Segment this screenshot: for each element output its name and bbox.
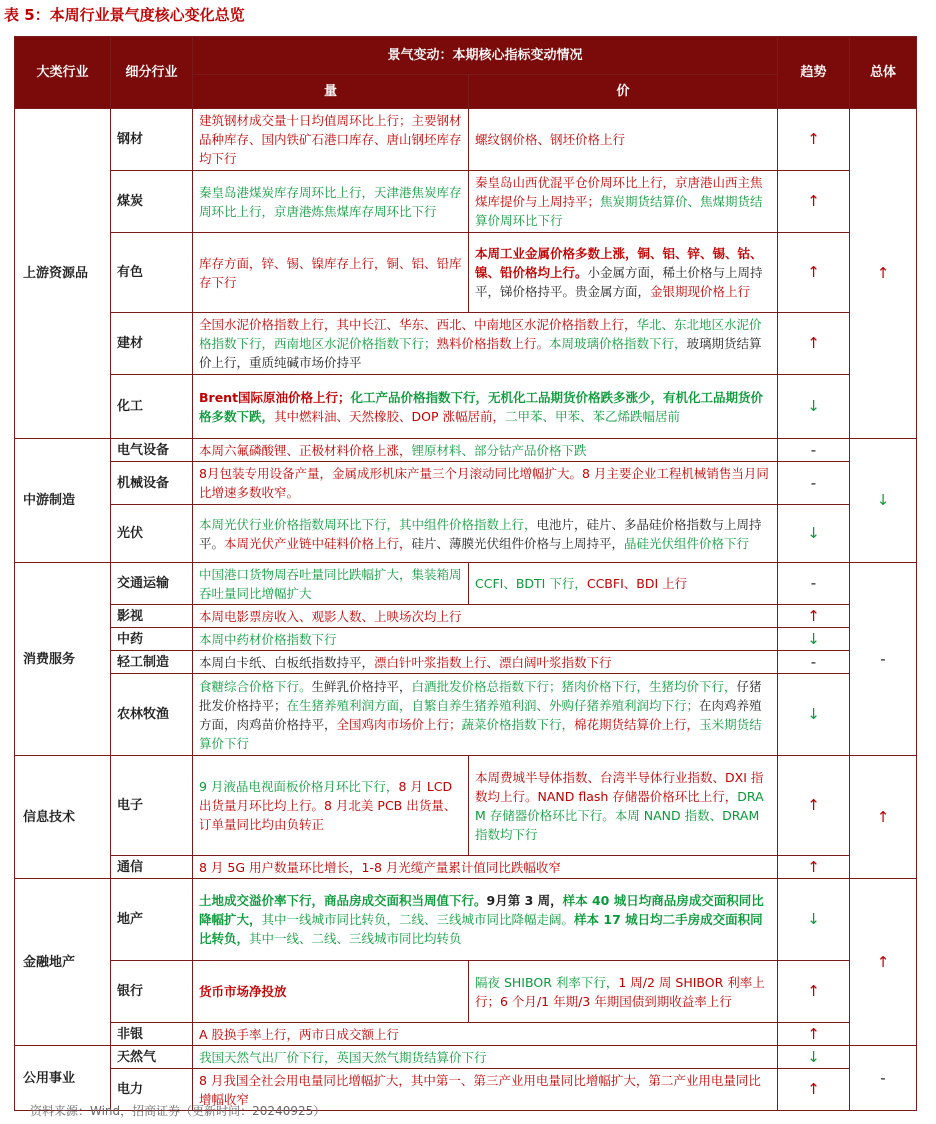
table-row [15,628,917,651]
agri-text [193,674,778,756]
nonbank-text: A 股换手率上行，两市日成交额上行 [193,1023,778,1046]
pv-t5: 晶硅光伏组件价格下行 [624,535,750,551]
transport-price-b: CCBFI、BDI 上行 [586,576,688,591]
sub-steel: 钢材 [111,109,193,171]
trend-down-arrow: ↓ [778,674,850,756]
telecom-text: 8 月 5G 用户数量环比增长，1-8 月光缆产量累计值同比跌幅收窄 [193,856,778,879]
sub-chemical: 化工 [111,375,193,439]
trend-flat: - [778,439,850,462]
table-row [15,109,917,171]
agri-t4: 仔猪批发价格持平； [199,678,762,713]
sub-building: 建材 [111,313,193,375]
elec-price-b: DRAM 存储器价格环比下行。本周 NAND 指数、DRAM 指数均下行 [475,788,764,842]
sub-electric: 电气设备 [111,439,193,462]
chemical-t3: 其中燃料油、天然橡胶、DOP 涨幅居前， [274,408,505,424]
metal-price-b: 小金属方面，稀土价格与上周持平，锑价格持平。贵金属方面， [475,265,763,299]
elec-price [469,756,778,856]
pv-t1: 本周光伏行业价格指数周环比下行，其中组件价格指数上行， [199,516,537,532]
realestate-t6: 其中一线、二线、三线城市同比均转负 [249,931,462,946]
table-row [15,856,917,879]
header-major: 大类行业 [15,37,111,109]
table-row [15,756,917,856]
header-price: 价 [469,75,778,109]
trend-flat: - [778,462,850,505]
building-t1: 全国水泥价格指数上行，其中长江、华东、西北、中南地区水泥价格指数上行， [199,317,637,332]
table-row [15,171,917,233]
transport-qty: 中国港口货物周吞吐量同比跌幅扩大，集装箱周吞吐量同比增幅扩大 [193,563,469,605]
realestate-t4: 其中一线城市同比转负，二线、三线城市同比降幅走阔。 [261,912,575,927]
light-t2: 漂白针叶浆指数上行、漂白阔叶浆指数下行 [374,654,612,670]
trend-down-arrow: ↓ [778,1046,850,1069]
chemical-t1: Brent国际原油价格上行； [199,389,351,405]
agri-t10: 玉米期货结算价下行 [199,716,762,751]
trend-up-arrow: ↑ [778,961,850,1023]
electric-t2: 锂原材料、部分钴产品价格下跌 [411,442,587,458]
trend-down-arrow: ↓ [778,628,850,651]
building-t2: 华北、东北地区水泥价格指数下行，西南地区水泥价格指数下行； [199,317,762,351]
sub-pv: 光伏 [111,505,193,563]
coal-price-a: 秦皇岛山西优混平仓价周环比上行，京唐港山西主焦煤库提价与上周持平； [475,175,763,209]
source-note: 资料来源：Wind，招商证券（更新时间：20240925） [30,1104,326,1118]
building-t4: 本周玻璃价格指数下行， [549,336,687,351]
film-text: 本周电影票房收入、观影人数、上映场次均上行 [193,605,778,628]
overall-up-arrow: ↑ [850,109,917,439]
elec-qty [193,756,469,856]
transport-price-a: CCFI、BDTI 下行， [475,576,587,591]
sub-agri: 农林牧渔 [111,674,193,756]
metal-qty: 库存方面，锌、锡、镍库存上行，铜、铝、铅库存下行 [193,233,469,313]
pv-t4: 硅片、薄膜光伏组件价格与上周持平， [411,535,625,551]
sub-coal: 煤炭 [111,171,193,233]
steel-price: 螺纹钢价格、钢坯价格上行 [469,109,778,171]
header-overall: 总体 [850,37,917,109]
trend-down-arrow: ↓ [778,375,850,439]
overall-flat: - [850,1046,917,1111]
realestate-text [193,879,778,961]
overall-down-arrow: ↓ [850,439,917,563]
category-midstream: 中游制造 [15,439,111,563]
overall-up-arrow: ↑ [850,756,917,879]
trend-up-arrow: ↑ [778,313,850,375]
trend-up-arrow: ↑ [778,171,850,233]
category-finance: 金融地产 [15,879,111,1046]
sub-nonbank: 非银 [111,1023,193,1046]
table-row [15,505,917,563]
category-consumer: 消费服务 [15,563,111,756]
agri-t6: 在肉鸡养殖方面，肉鸡苗价格持平， [199,697,762,732]
elec-price-a: 本周费城半导体指数、台湾半导体行业指数、DXI 指数均上行。NAND flash 存储器价格环比上行， [475,769,764,804]
agri-t3: 白酒批发价格总指数下行；猪肉价格下行，生猪均价下行， [411,678,737,694]
realestate-t2: 9月第 3 周， [486,893,563,908]
agri-t5: 在生猪养殖利润方面，自繁自养生猪养殖利润、外购仔猪养殖利润均下行； [286,697,700,713]
table-row [15,375,917,439]
pv-t2: 电池片，硅片、多晶硅价格指数与上周持平。 [199,516,762,551]
header-qty: 量 [193,75,469,109]
header-sub: 细分行业 [111,37,193,109]
gas-text: 我国天然气出厂价下行，英国天然气期货结算价下行 [193,1046,778,1069]
table-row [15,879,917,961]
transport-price [469,563,778,605]
category-utility: 公用事业 [15,1046,111,1111]
sub-realestate: 地产 [111,879,193,961]
trend-flat: - [778,651,850,674]
trend-down-arrow: ↓ [778,879,850,961]
trend-up-arrow: ↑ [778,756,850,856]
table-row [15,651,917,674]
metal-price-c: 金银期现价格上行 [650,284,751,299]
sub-light: 轻工制造 [111,651,193,674]
agri-t1: 食糖综合价格下行。 [199,678,312,694]
bank-price-a: 隔夜 SHIBOR 利率下行， [475,974,619,990]
machinery-text: 8月包装专用设备产量，金属成形机床产量三个月滚动同比增幅扩大。8 月主要企业工程机械销售当月同比增速多数收窄。 [193,462,778,505]
sub-machinery: 机械设备 [111,462,193,505]
realestate-t3: 样本 40 城日均商品房成交面积同比降幅扩大， [199,893,764,927]
realestate-t1: 土地成交溢价率下行，商品房成交面积当周值下行。 [199,893,487,908]
table-row [15,674,917,756]
pv-text [193,505,778,563]
metal-price [469,233,778,313]
realestate-t5: 样本 17 城日均二手房成交面积同比转负， [199,912,763,946]
light-text [193,651,778,674]
table-row [15,313,917,375]
table-row [15,563,917,605]
trend-up-arrow: ↑ [778,856,850,879]
table-row [15,1023,917,1046]
agri-t8: 蔬菜价格指数下行， [461,716,575,732]
coal-price [469,171,778,233]
electric-t1: 本周六氟磷酸锂、正极材料价格上涨， [199,442,412,458]
building-t3: 熟料价格指数上行。 [436,336,550,351]
header-trend: 趋势 [778,37,850,109]
trend-down-arrow: ↓ [778,505,850,563]
bank-qty: 货币市场净投放 [193,961,469,1023]
sub-telecom: 通信 [111,856,193,879]
chemical-t2: 化工产品价格指数下行，无机化工品期货价格跌多涨少，有机化工品期货价格多数下跌， [199,389,764,424]
elec-qty-a: 9 月液晶电视面板价格月环比下行， [199,779,399,794]
sub-film: 影视 [111,605,193,628]
electric-text [193,439,778,462]
steel-qty: 建筑钢材成交量十日均值周环比上行；主要钢材品种库存、国内铁矿石港口库存、唐山钢坯库存均下行 [193,109,469,171]
agri-t9: 棉花期货结算价上行， [574,716,700,732]
metal-price-a: 本周工业金属价格多数上涨，铜、铝、锌、锡、钴、镍、铅价格均上行。 [475,246,763,280]
table-row [15,462,917,505]
table-row [15,605,917,628]
sub-metal: 有色 [111,233,193,313]
agri-t7: 全国鸡肉市场价上行； [336,716,462,732]
table-row [15,233,917,313]
industry-table [14,36,917,1111]
sub-elec: 电子 [111,756,193,856]
category-upstream: 上游资源品 [15,109,111,439]
trend-flat: - [778,563,850,605]
bank-price [469,961,778,1023]
table-title: 表 5：本周行业景气度核心变化总览 [4,6,245,24]
tcm-text: 本周中药材价格指数下行 [193,628,778,651]
chemical-text [193,375,778,439]
trend-up-arrow: ↑ [778,1023,850,1046]
trend-up-arrow: ↑ [778,605,850,628]
chemical-t4: 二甲苯、甲苯、苯乙烯跌幅居前 [505,408,681,424]
sub-transport: 交通运输 [111,563,193,605]
table-row [15,1046,917,1069]
coal-price-b: 焦炭期货结算价、焦煤期货结算价周环比下行 [475,194,763,228]
bank-price-b: 1 周/2 周 SHIBOR 利率上行；6 个月/1 年期/3 年期国债到期收益率上行 [475,974,765,1009]
overall-flat: - [850,563,917,756]
light-t1: 本周白卡纸、白板纸指数持平， [199,654,375,670]
sub-power: 电力 [111,1069,193,1111]
pv-t3: 本周光伏产业链中硅料价格上行， [224,535,412,551]
sub-bank: 银行 [111,961,193,1023]
agri-t2: 生鲜乳价格持平， [311,678,412,694]
elec-qty-b: 8 月 LCD 出货量月环比均上行。8 月北美 PCB 出货量、订单量同比均由负转正 [199,779,457,832]
category-it: 信息技术 [15,756,111,879]
overall-up-arrow: ↑ [850,879,917,1046]
building-t5: 玻璃期货结算价上行，重质纯碱市场价持平 [199,336,762,370]
header-change: 景气变动：本期核心指标变动情况 [193,37,778,75]
sub-gas: 天然气 [111,1046,193,1069]
table-row [15,961,917,1023]
trend-up-arrow: ↑ [778,1069,850,1111]
table-row [15,439,917,462]
sub-tcm: 中药 [111,628,193,651]
trend-up-arrow: ↑ [778,233,850,313]
coal-qty: 秦皇岛港煤炭库存周环比上行，天津港焦炭库存周环比上行，京唐港炼焦煤库存周环比下行 [193,171,469,233]
power-text: 8 月我国全社会用电量同比增幅扩大，其中第一、第三产业用电量同比增幅扩大，第二产业用电量同比增幅收窄 [193,1069,778,1111]
building-text [193,313,778,375]
trend-up-arrow: ↑ [778,109,850,171]
